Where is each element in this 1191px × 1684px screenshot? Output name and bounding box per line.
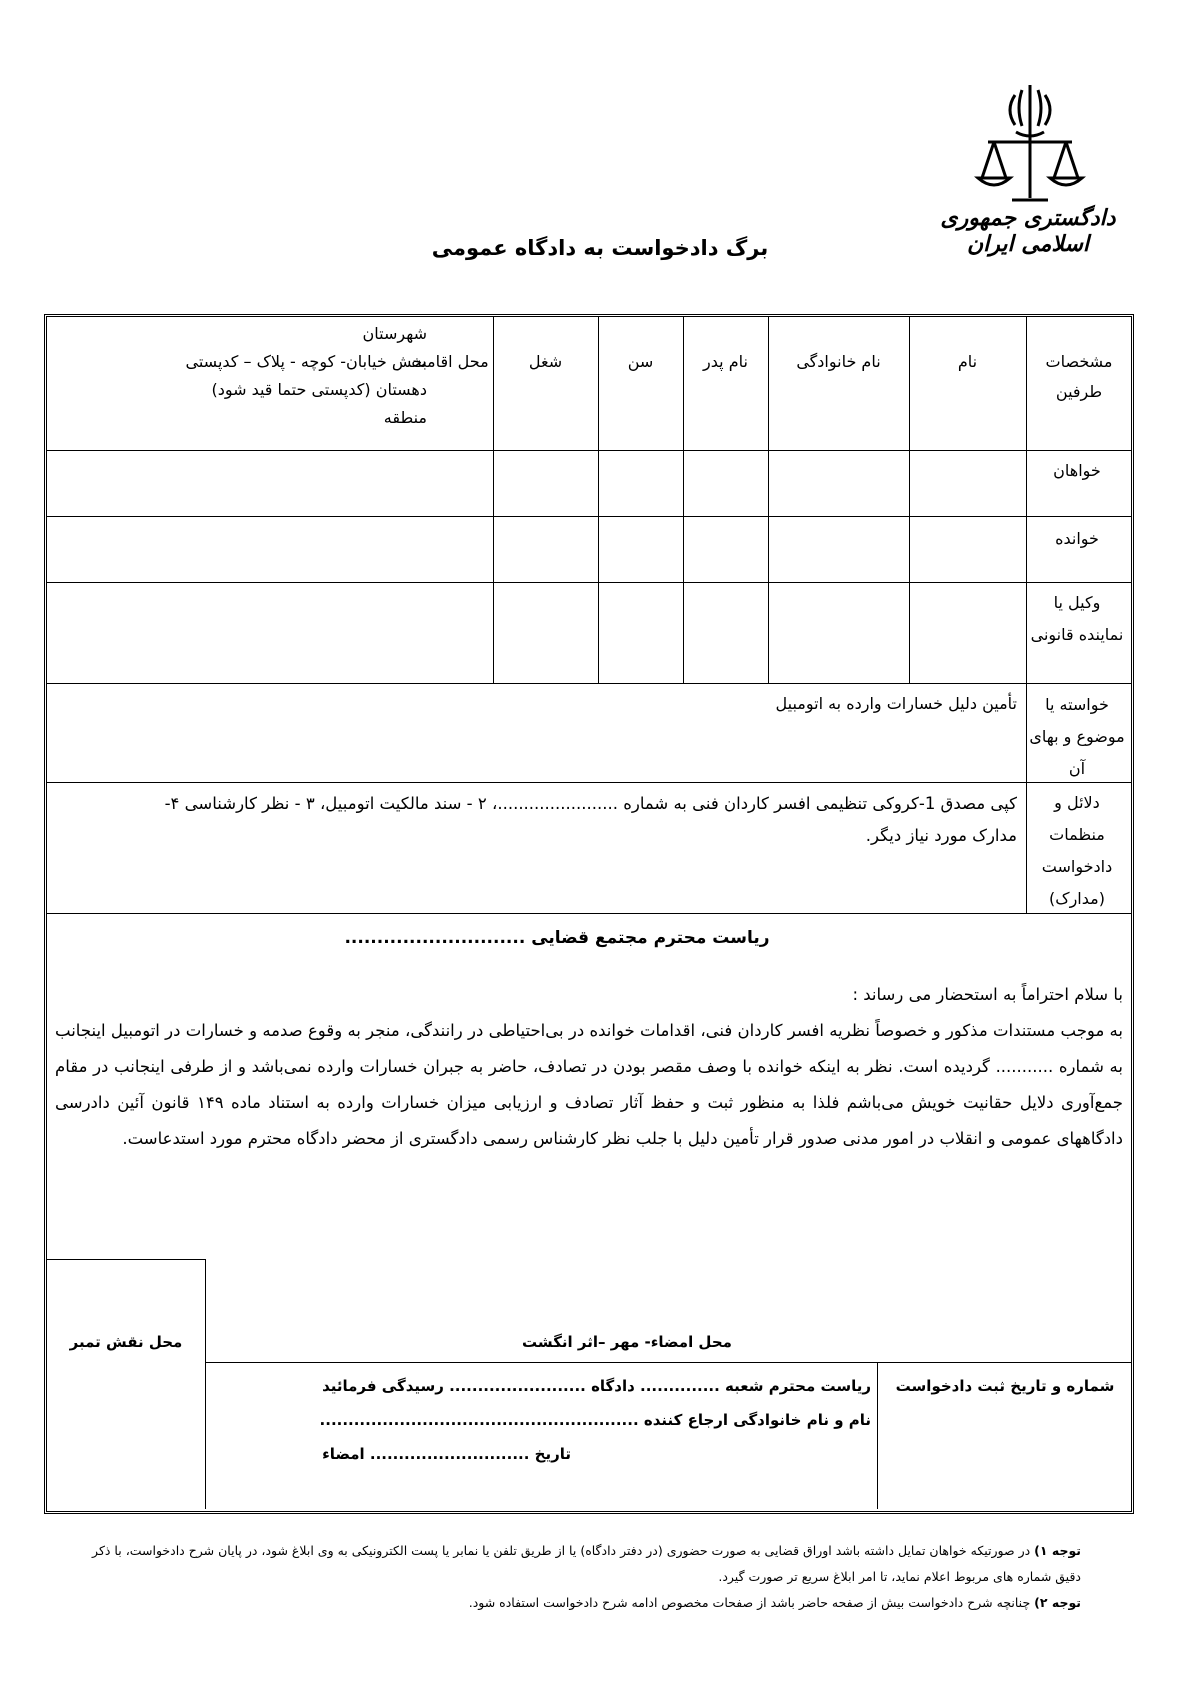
note-2-label: توجه ۲) <box>1034 1595 1081 1610</box>
org-name: دادگستری جمهوری اسلامی ایران <box>940 205 1116 257</box>
evidence-line-1: کپی مصدق 1-کروکی تنظیمی افسر کاردان فنی به شماره .......................، ۲ - سند مالکیت اتومبیل، ۳ - نظر کارشناسی ۴- <box>164 794 1017 813</box>
col-header-residence: محل اقامت <box>411 352 489 371</box>
referral-line-2: نام و نام خانوادگی ارجاع کننده ........................................................ <box>319 1411 871 1429</box>
col-header-father: نام پدر <box>703 352 748 371</box>
note-2-text: چنانچه شرح دادخواست بیش از صفحه حاضر باشد از صفحات مخصوص ادامه شرح دادخواست استفاده شود. <box>468 1595 1035 1610</box>
registration-label: شماره و تاریخ ثبت دادخواست <box>895 1377 1115 1395</box>
evidence-line-2: مدارک مورد نیاز دیگر. <box>865 826 1017 845</box>
claim-value: تأمین دلیل خسارات وارده به اتومبیل <box>775 694 1017 713</box>
residence-detail-1: شهرستان <box>362 324 427 343</box>
residence-detail-4: منطقه <box>383 408 427 427</box>
note-2 <box>81 1590 1081 1616</box>
referral-line-1: ریاست محترم شعبه .............. دادگاه ........................ رسیدگی فرمائید <box>322 1377 871 1395</box>
row-label-defendant: خوانده <box>1055 529 1099 548</box>
signature-place: محل امضاء- مهر –اثر انگشت <box>522 1333 732 1351</box>
row-label-lawyer: وکیل یا نماینده قانونی <box>1030 593 1124 644</box>
col-header-family: نام خانوادگی <box>796 352 881 371</box>
col-header-specs: مشخصات طرفین <box>1045 352 1113 401</box>
petition-greeting: با سلام احتراماً به استحضار می رساند : <box>852 985 1123 1004</box>
col-header-age: سن <box>627 352 654 371</box>
col-header-name: نام <box>957 352 978 371</box>
note-1 <box>81 1538 1081 1590</box>
note-1-text: در صورتیکه خواهان تمایل داشته باشد اوراق قضایی به صورت حضوری (در دفتر دادگاه) یا از طریق تلفن یا نمابر یا پست الکترونیکی به وی ابلاغ شود، در پایان شرح دادخواست، با ذکر دقیق شماره های مربوط اعلام نماید، تا امر ابلاغ سریع تر صورت گیرد. <box>92 1543 1081 1584</box>
col-header-job: شغل <box>528 352 563 371</box>
petition-form-frame <box>44 314 1134 1514</box>
referral-line-3: تاریخ ............................ امضاء <box>322 1445 571 1463</box>
note-1-label: توجه ۱) <box>1034 1543 1081 1558</box>
residence-detail-3: دهستان (کدپستی حتما قید شود) <box>211 380 427 399</box>
row-label-plaintiff: خواهان <box>1053 461 1101 480</box>
residence-detail-2: بخش خیابان- کوچه - پلاک – کدپستی <box>185 352 427 371</box>
form-title: برگ دادخواست به دادگاه عمومی <box>431 236 769 260</box>
stamp-place: محل نقش تمبر <box>69 1333 183 1351</box>
claim-label: خواسته یا موضوع و بهای آن <box>1029 695 1125 778</box>
petition-body: به موجب مستندات مذکور و خصوصاً نظریه افسر کاردان فنی، اقدامات خوانده در بی‌احتیاطی در رانندگی، منجر به وقوع صدمه و خسارات در اتومبیل اینجانب به شماره ........... گردیده است. نظر به اینکه خوانده با وصف مقصر بودن در تصادف، حاضر به جبران خسارات وارده نمی‌باشد و از طرفی اینجانب در مقام جمع‌آوری دلایل حقانیت خویش می‌باشم فلذا به منظور ثبت و حفظ آثار تصادف و ارزیابی میزان خسارات وارده به استناد ماده ۱۴۹ قانون آئین دادرسی دادگاههای عمومی و انقلاب در امور مدنی صدور قرار تأمین دلیل با جلب نظر کارشناس رسمی دادگستری از محضر دادگاه محترم مورد استدعاست. <box>55 1021 1123 1148</box>
evidence-label: دلائل و منظمات دادخواست (مدارک) <box>1041 793 1113 908</box>
petition-heading: ریاست محترم مجتمع قضایی ............................ <box>344 928 770 948</box>
